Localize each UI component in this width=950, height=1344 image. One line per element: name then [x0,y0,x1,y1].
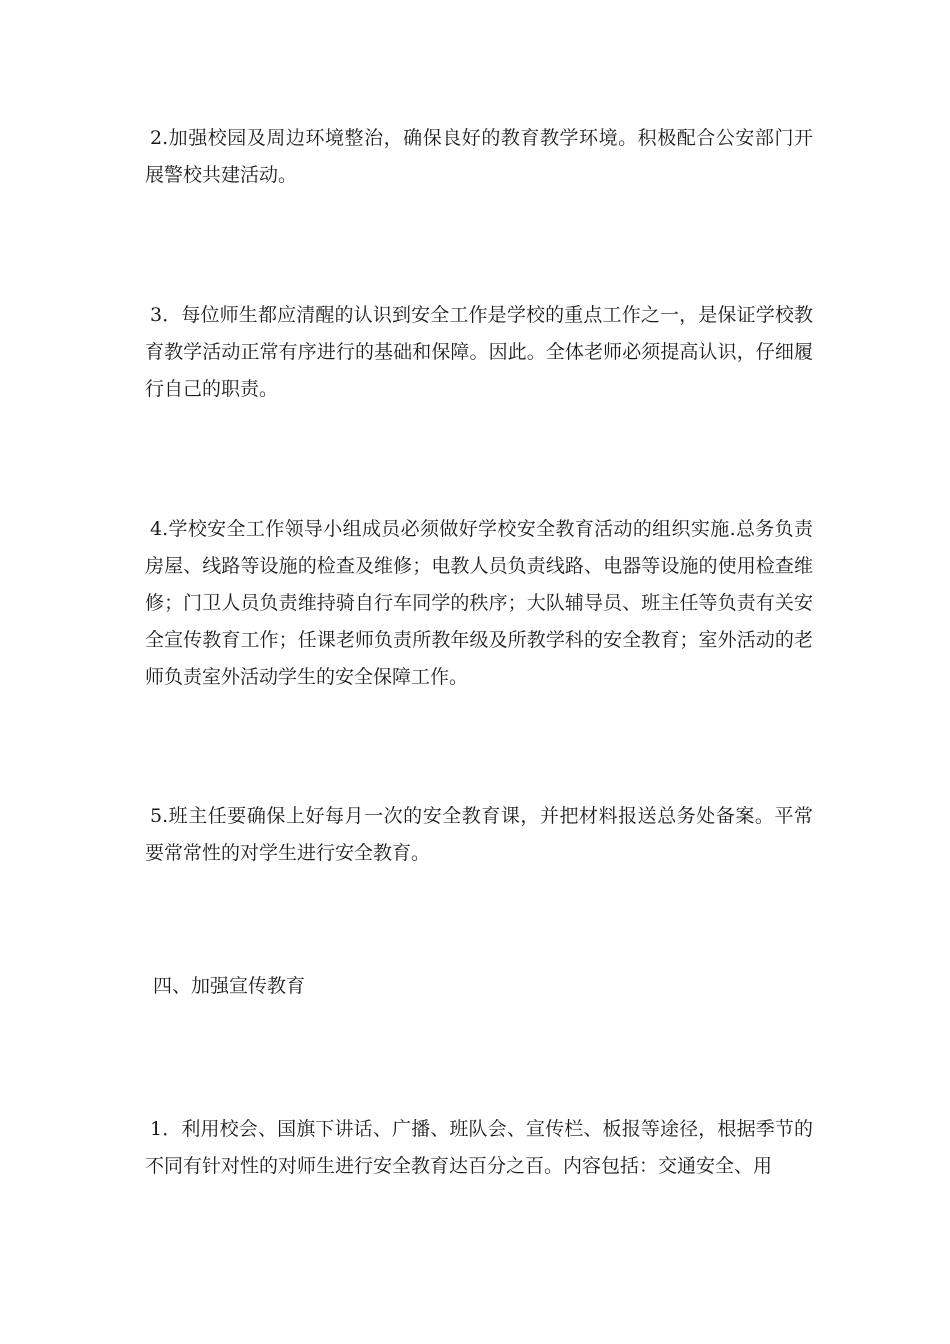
section-heading: 四、加强宣传教育 [153,975,306,997]
paragraph-item-3: 3．每位师生都应清醒的认识到安全工作是学校的重点工作之一，是保证学校教育教学活动正常有序进行的基础和保障。因此。全体老师必须提高认识，仔细履行自己的职责。 [145,304,813,400]
paragraph-item-2: 2.加强校园及周边环境整治，确保良好的教育教学环境。积极配合公安部门开展警校共建活动。 [145,127,813,186]
paragraph-item-1: 1．利用校会、国旗下讲话、广播、班队会、宣传栏、板报等途径，根据季节的不同有针对性的对师生进行安全教育达百分之百。内容包括：交通安全、用 [145,1118,813,1177]
paragraph-item-5: 5.班主任要确保上好每月一次的安全教育课，并把材料报送总务处备案。平常要常常性的对学生进行安全教育。 [145,805,813,864]
paragraph-item-4: 4.学校安全工作领导小组成员必须做好学校安全教育活动的组织实施.总务负责房屋、线路等设施的检查及维修；电教人员负责线路、电器等设施的使用检查维修；门卫人员负责维持骑自行车同学的秩序；大队辅导员、班主任等负责有关安全宣传教育工作；任课老师负责所教年级及所教学科的安全教育；室外活动的老师负责室外活动学生的安全保障工作。 [145,518,813,688]
